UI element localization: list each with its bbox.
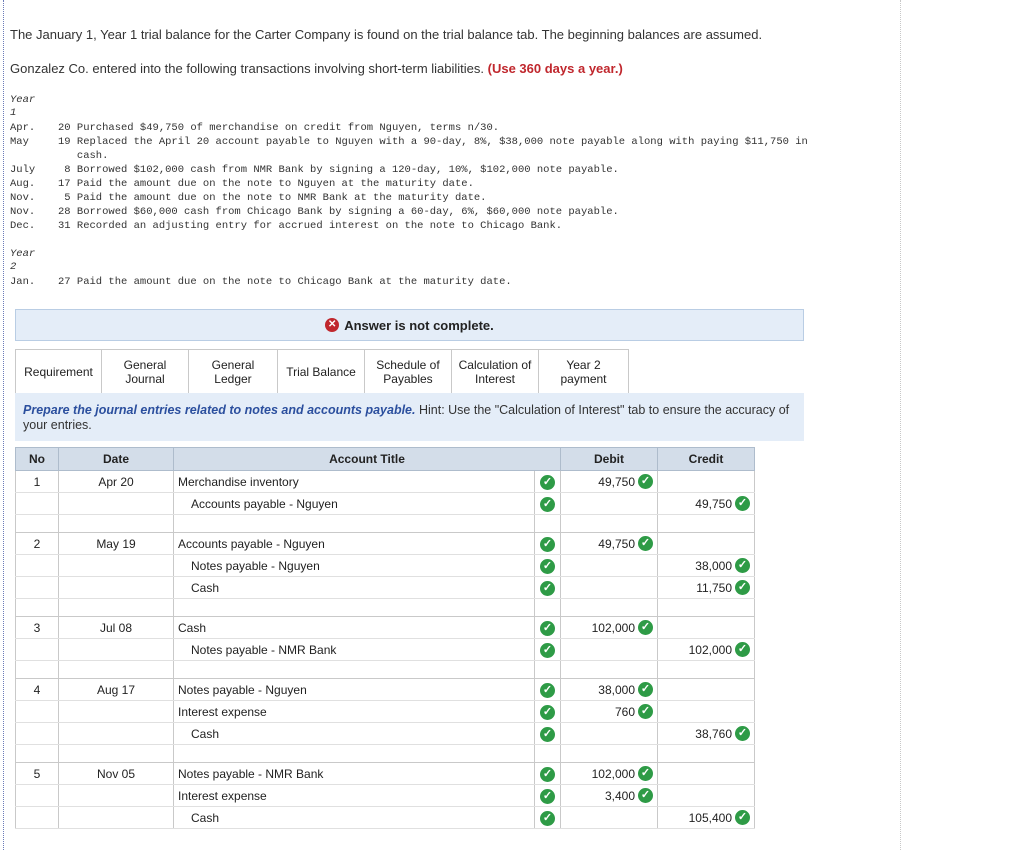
journal-row <box>16 807 755 829</box>
journal-row <box>16 639 755 661</box>
journal-row <box>16 555 755 577</box>
transaction-month: May <box>10 136 29 148</box>
journal-row <box>16 617 755 639</box>
intro-line-2 <box>10 61 623 76</box>
journal-row <box>16 785 755 807</box>
account-status <box>535 701 561 723</box>
transaction-text: 31 Recorded an adjusting entry for accrued interest on the note to Chicago Bank. <box>58 220 563 232</box>
credit-value: 105,400 <box>688 810 732 825</box>
year2-label: Year <box>10 248 36 260</box>
debit-field[interactable] <box>561 723 658 745</box>
instructions-hint: Hint: Use the "Calculation of Interest" tab to ensure the accuracy of your entries. <box>23 403 790 432</box>
entry-number <box>16 807 59 829</box>
account-status <box>535 533 561 555</box>
credit-amount <box>689 810 754 825</box>
entry-number: 3 <box>16 617 59 639</box>
intro-emphasis: (Use 360 days a year.) <box>487 61 623 76</box>
credit-field[interactable] <box>658 639 755 661</box>
entry-number: 2 <box>16 533 59 555</box>
debit-value: 49,750 <box>598 474 635 489</box>
account-title-field[interactable]: Notes payable - NMR Bank <box>191 642 337 657</box>
entry-date <box>59 577 174 599</box>
debit-field[interactable] <box>561 577 658 599</box>
account-title-field[interactable]: Cash <box>178 620 207 635</box>
transaction-month: Nov. <box>10 192 36 204</box>
credit-field[interactable] <box>658 701 755 723</box>
account-status <box>535 723 561 745</box>
tab-calculation-of-interest[interactable] <box>451 349 539 393</box>
credit-field[interactable] <box>658 679 755 701</box>
credit-amount <box>695 558 754 573</box>
check-icon: ✓ <box>735 642 750 657</box>
credit-field[interactable] <box>658 763 755 785</box>
year2-number: 2 <box>10 261 17 273</box>
entry-number: 5 <box>16 763 59 785</box>
account-status <box>535 471 561 493</box>
header-date: Date <box>59 448 174 471</box>
transaction-text: 5 Paid the amount due on the note to NMR Bank at the maturity date. <box>58 192 487 204</box>
account-title-field[interactable]: Notes payable - Nguyen <box>178 682 307 697</box>
tab-year-2-payment[interactable] <box>538 349 629 393</box>
account-status <box>535 555 561 577</box>
account-status <box>535 639 561 661</box>
year2-header <box>10 248 35 274</box>
credit-amount <box>695 496 754 511</box>
entry-date <box>59 701 174 723</box>
debit-value: 49,750 <box>598 536 635 551</box>
account-status <box>535 493 561 515</box>
debit-amount <box>615 704 657 719</box>
entry-spacer-row <box>16 599 755 617</box>
journal-row <box>16 471 755 493</box>
debit-amount <box>598 474 657 489</box>
account-title-field[interactable]: Notes payable - Nguyen <box>191 558 320 573</box>
debit-value: 3,400 <box>604 788 635 803</box>
entry-date <box>59 723 174 745</box>
entry-date[interactable]: May 19 <box>59 533 174 555</box>
tab-requirement[interactable] <box>15 349 102 393</box>
debit-field[interactable] <box>561 785 658 807</box>
entry-date <box>59 639 174 661</box>
debit-field[interactable] <box>561 493 658 515</box>
transaction-month: July <box>10 164 36 176</box>
entry-date <box>59 807 174 829</box>
debit-amount <box>592 766 657 781</box>
instructions <box>15 393 804 441</box>
header-credit: Credit <box>658 448 755 471</box>
header-debit: Debit <box>561 448 658 471</box>
account-title-field[interactable]: Cash <box>191 580 220 595</box>
account-title-field[interactable]: Notes payable - NMR Bank <box>178 766 324 781</box>
check-icon: ✓ <box>638 536 653 551</box>
entry-number <box>16 785 59 807</box>
credit-amount <box>695 726 754 741</box>
journal-row <box>16 723 755 745</box>
check-icon: ✓ <box>540 683 555 698</box>
check-icon: ✓ <box>540 789 555 804</box>
tab-label: General Journal <box>123 357 167 386</box>
tab-label: Calculation of Interest <box>458 357 532 386</box>
account-status <box>535 763 561 785</box>
intro-line-2-text: Gonzalez Co. entered into the following transactions involving short-term liabilities. <box>10 61 485 76</box>
debit-value: 102,000 <box>591 620 635 635</box>
entry-spacer-row <box>16 515 755 533</box>
check-icon: ✓ <box>735 580 750 595</box>
right-dotted-border <box>900 0 901 850</box>
entry-number <box>16 723 59 745</box>
tab-label: Year 2 payment <box>560 357 607 386</box>
entry-date <box>59 785 174 807</box>
credit-field[interactable] <box>658 533 755 555</box>
transaction-month: Aug. <box>10 178 36 190</box>
check-icon: ✓ <box>540 537 555 552</box>
credit-field[interactable] <box>658 807 755 829</box>
year1-header <box>10 94 35 120</box>
entry-spacer-row <box>16 661 755 679</box>
entry-date <box>59 555 174 577</box>
check-icon: ✓ <box>638 704 653 719</box>
journal-row <box>16 493 755 515</box>
credit-value: 49,750 <box>695 496 732 511</box>
debit-field[interactable] <box>561 471 658 493</box>
credit-value: 11,750 <box>696 580 732 595</box>
journal-row <box>16 701 755 723</box>
transaction-text: 27 Paid the amount due on the note to Chicago Bank at the maturity date. <box>58 276 512 288</box>
entry-number <box>16 639 59 661</box>
credit-field[interactable] <box>658 471 755 493</box>
entry-date[interactable]: Apr 20 <box>59 471 174 493</box>
check-icon: ✓ <box>638 766 653 781</box>
tab-schedule-of-payables[interactable] <box>364 349 452 393</box>
check-icon: ✓ <box>735 726 750 741</box>
debit-field[interactable] <box>561 533 658 555</box>
credit-field[interactable] <box>658 723 755 745</box>
tab-general-journal[interactable] <box>101 349 189 393</box>
instructions-bold: Prepare the journal entries related to notes and accounts payable. <box>23 403 416 417</box>
check-icon: ✓ <box>735 496 750 511</box>
entry-number <box>16 493 59 515</box>
check-icon: ✓ <box>540 811 555 826</box>
check-icon: ✓ <box>540 767 555 782</box>
account-title-field[interactable]: Interest expense <box>178 704 267 719</box>
debit-field[interactable] <box>561 617 658 639</box>
tab-bar <box>15 349 628 393</box>
check-icon: ✓ <box>735 558 750 573</box>
credit-value: 38,760 <box>695 726 732 741</box>
debit-value: 102,000 <box>591 766 635 781</box>
credit-field[interactable] <box>658 785 755 807</box>
error-x-icon: ✕ <box>325 318 339 332</box>
check-icon: ✓ <box>638 682 653 697</box>
check-icon: ✓ <box>540 705 555 720</box>
transaction-text: 17 Paid the amount due on the note to Nguyen at the maturity date. <box>58 178 474 190</box>
entry-date[interactable]: Jul 08 <box>59 617 174 639</box>
year1-label: Year <box>10 94 36 106</box>
debit-field[interactable] <box>561 679 658 701</box>
tab-trial-balance[interactable] <box>277 349 365 393</box>
debit-value: 760 <box>614 704 635 719</box>
transaction-text: 28 Borrowed $60,000 cash from Chicago Bank by signing a 60-day, 6%, $60,000 note payable. <box>58 206 619 218</box>
check-icon: ✓ <box>540 559 555 574</box>
entry-date[interactable]: Aug 17 <box>59 679 174 701</box>
check-icon: ✓ <box>638 788 653 803</box>
entry-number: 1 <box>16 471 59 493</box>
header-no: No <box>16 448 59 471</box>
transaction-month: Nov. <box>10 206 36 218</box>
entry-number: 4 <box>16 679 59 701</box>
account-status <box>535 679 561 701</box>
account-title-field[interactable]: Cash <box>191 810 220 825</box>
transaction-month: Dec. <box>10 220 36 232</box>
header-account-title: Account Title <box>174 448 561 471</box>
account-title-field[interactable]: Cash <box>191 726 220 741</box>
account-status <box>535 617 561 639</box>
tab-general-ledger[interactable] <box>188 349 278 393</box>
account-title-field[interactable]: Merchandise inventory <box>178 474 299 489</box>
account-title-field[interactable]: Accounts payable - Nguyen <box>178 536 325 551</box>
check-icon: ✓ <box>540 643 555 658</box>
check-icon: ✓ <box>540 727 555 742</box>
debit-field[interactable] <box>561 807 658 829</box>
journal-table <box>15 447 755 829</box>
year1-number: 1 <box>10 107 17 119</box>
entry-date <box>59 493 174 515</box>
account-title-field[interactable]: Accounts payable - Nguyen <box>191 496 338 511</box>
account-status <box>535 807 561 829</box>
transaction-text: cash. <box>58 150 109 162</box>
transaction-month: Jan. <box>10 276 36 288</box>
debit-field[interactable] <box>561 763 658 785</box>
entry-number <box>16 577 59 599</box>
credit-value: 38,000 <box>695 558 732 573</box>
debit-amount <box>592 620 657 635</box>
banner-text: Answer is not complete. <box>344 317 494 333</box>
account-title-field[interactable]: Interest expense <box>178 788 267 803</box>
debit-amount <box>605 788 657 803</box>
debit-amount <box>598 682 657 697</box>
credit-field[interactable] <box>658 555 755 577</box>
transaction-text: 8 Borrowed $102,000 cash from NMR Bank by signing a 120-day, 10%, $102,000 note payable. <box>58 164 619 176</box>
check-icon: ✓ <box>638 474 653 489</box>
tab-label: Schedule of Payables <box>376 357 440 386</box>
journal-row <box>16 533 755 555</box>
check-icon: ✓ <box>735 810 750 825</box>
debit-value: 38,000 <box>598 682 635 697</box>
check-icon: ✓ <box>638 620 653 635</box>
check-icon: ✓ <box>540 497 555 512</box>
tab-label: General Ledger <box>211 357 255 386</box>
credit-field[interactable] <box>658 493 755 515</box>
journal-row <box>16 679 755 701</box>
intro-line-1: The January 1, Year 1 trial balance for the Carter Company is found on the trial balance tab. The beginning balances are assumed. <box>10 27 763 42</box>
check-icon: ✓ <box>540 621 555 636</box>
debit-field[interactable] <box>561 555 658 577</box>
transaction-text: 19 Replaced the April 20 account payable to Nguyen with a 90-day, 8%, $38,000 note payable along with paying $11,750 in <box>58 136 808 148</box>
journal-row <box>16 577 755 599</box>
entry-number <box>16 701 59 723</box>
credit-field[interactable] <box>658 577 755 599</box>
credit-amount <box>689 642 754 657</box>
debit-field[interactable] <box>561 639 658 661</box>
transaction-month: Apr. <box>10 122 36 134</box>
journal-row <box>16 763 755 785</box>
left-dotted-border <box>3 0 4 850</box>
entry-date[interactable]: Nov 05 <box>59 763 174 785</box>
entry-spacer-row <box>16 745 755 763</box>
credit-field[interactable] <box>658 617 755 639</box>
credit-amount <box>696 580 754 595</box>
check-icon: ✓ <box>540 475 555 490</box>
answer-status-banner <box>15 309 804 341</box>
entry-number <box>16 555 59 577</box>
check-icon: ✓ <box>540 581 555 596</box>
debit-field[interactable] <box>561 701 658 723</box>
account-status <box>535 577 561 599</box>
tab-label: Trial Balance <box>286 364 356 379</box>
transaction-text: 20 Purchased $49,750 of merchandise on credit from Nguyen, terms n/30. <box>58 122 500 134</box>
tab-label: Requirement <box>24 364 93 379</box>
credit-value: 102,000 <box>688 642 732 657</box>
debit-amount <box>598 536 657 551</box>
account-status <box>535 785 561 807</box>
